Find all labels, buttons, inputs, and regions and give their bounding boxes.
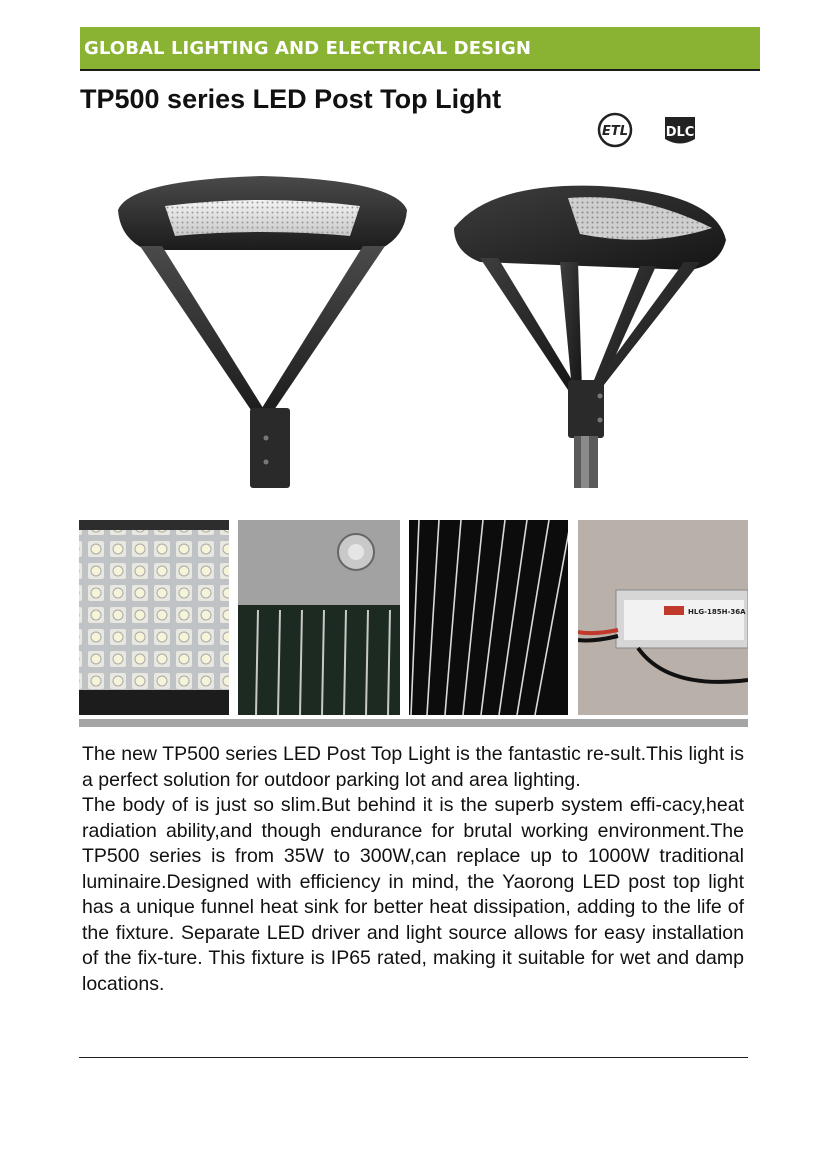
post-top-light-front-photo — [110, 170, 415, 490]
post-top-light-side-photo — [450, 170, 730, 490]
screw-detail-photo — [238, 520, 400, 715]
header-bar — [80, 27, 760, 71]
description-paragraph-1: The new TP500 series LED Post Top Light is the fantastic re-sult.This light is a perfect solution for outdoor parking lot and area lighting. — [82, 743, 744, 791]
divider-bar — [79, 719, 748, 727]
etl-logo — [597, 112, 633, 148]
detail-thumbnails — [79, 520, 748, 715]
company-name: GLOBAL LIGHTING AND ELECTRICAL DESIGN — [84, 38, 532, 59]
svg-text:DLC: DLC — [665, 125, 695, 140]
bottom-rule — [79, 1057, 748, 1058]
page-title: TP500 series LED Post Top Light — [80, 84, 502, 114]
led-module-photo — [79, 520, 229, 715]
svg-text:ETL: ETL — [601, 124, 629, 139]
description-paragraph-2: The body of is just so slim.But behind it is the superb system effi-cacy,heat radiation ability,and though endurance for brutal working environment.The TP500 series is from 35W to 300W,can replace up to 1000W traditional luminaire.Designed with efficiency in mind, the Yaorong LED post top light has a unique funnel heat sink for better heat dissipation, adding to the life of the fixture. Separate LED driver and light source allows for easy installation of the fix-ture. This fixture is IP65 rated, making it suitable for wet and damp locations. — [82, 794, 744, 995]
heat-sink-fins-photo — [409, 520, 568, 715]
driver-model-label: HLG-185H-36A — [688, 608, 746, 616]
dlc-logo — [662, 112, 698, 148]
product-description — [82, 742, 744, 997]
led-driver-photo — [578, 520, 748, 715]
